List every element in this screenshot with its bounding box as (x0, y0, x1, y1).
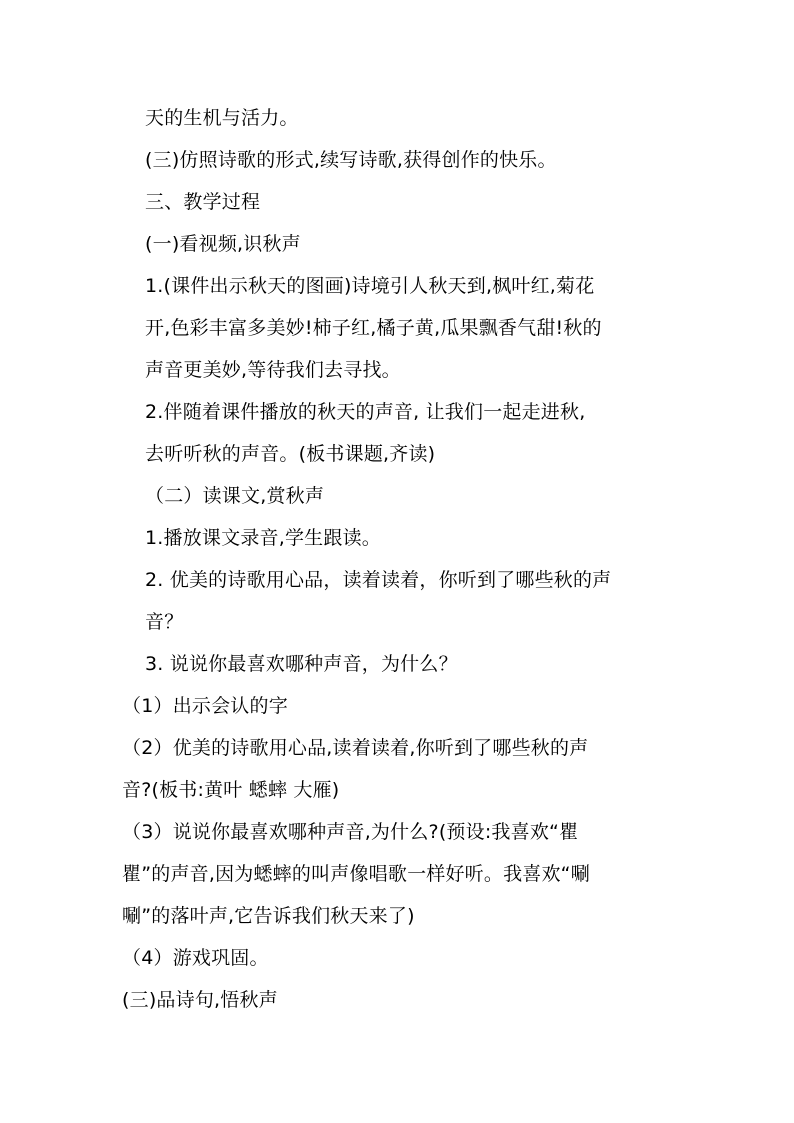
text-line: （3）说说你最喜欢哪种声音,为什么?(预设:我喜欢“瞿 (122, 821, 579, 843)
section-heading: 三、教学过程 (145, 191, 261, 213)
text-line: 2. 优美的诗歌用心品，读着读着，你听到了哪些秋的声 (145, 569, 612, 591)
text-line: 去听听秋的声音。(板书课题,齐读) (145, 443, 436, 465)
text-line: 1.播放课文录音,学生跟读。 (145, 527, 381, 549)
text-line: (三)仿照诗歌的形式,续写诗歌,获得创作的快乐。 (145, 149, 557, 171)
text-line: 开,色彩丰富多美妙!柿子红,橘子黄,瓜果飘香气甜!秋的 (145, 317, 602, 339)
text-line: （4）游戏巩固。 (122, 947, 269, 969)
text-line: 音？ (145, 611, 184, 633)
text-line: 瞿”的声音,因为蟋蟀的叫声像唱歌一样好听。我喜欢“唰 (122, 863, 590, 885)
text-line: 声音更美妙,等待我们去寻找。 (145, 359, 401, 381)
text-line: 天的生机与活力。 (145, 107, 299, 129)
text-line: 2.伴随着课件播放的秋天的声音, 让我们一起走进秋, (145, 401, 586, 423)
text-line: 唰”的落叶声,它告诉我们秋天来了) (122, 905, 415, 927)
subsection-heading: (一)看视频,识秋声 (145, 233, 301, 255)
subsection-heading: （二）读课文,赏秋声 (145, 485, 325, 507)
text-line: 3. 说说你最喜欢哪种声音，为什么？ (145, 653, 458, 675)
text-line: 音?(板书:黄叶 蟋蟀 大雁) (122, 779, 340, 801)
subsection-heading: (三)品诗句,悟秋声 (122, 989, 278, 1011)
text-line: （2）优美的诗歌用心品,读着读着,你听到了哪些秋的声 (122, 737, 589, 759)
text-line: 1.(课件出示秋天的图画)诗境引人秋天到,枫叶红,菊花 (145, 275, 595, 297)
text-line: （1）出示会认的字 (122, 695, 288, 717)
